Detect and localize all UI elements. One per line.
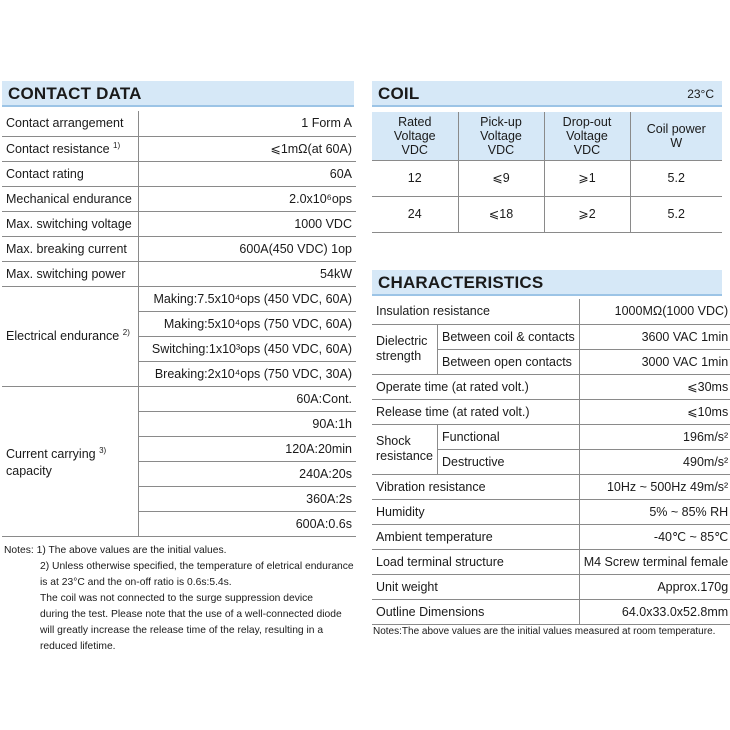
row-value: 54kW — [320, 266, 352, 281]
note-line: is at 23°C and the on-off ratio is 0.6s:5.4s. — [40, 577, 232, 588]
row-value: 120A:20min — [285, 441, 352, 456]
contact-data-table — [2, 111, 356, 537]
cell: 5.2 — [667, 171, 685, 185]
row-label: Unit weight — [372, 574, 579, 599]
coil-temperature: 23°C — [687, 87, 714, 101]
table-row — [372, 160, 722, 196]
shock-resistance-label: Shock resistance — [372, 424, 437, 474]
cell: 12 — [372, 160, 458, 196]
row-label: Release time (at rated volt.) — [372, 399, 579, 424]
row-value: 64.0x33.0x52.8mm — [621, 604, 729, 619]
characteristics-table — [372, 299, 730, 625]
row-label: Operate time (at rated volt.) — [372, 374, 579, 399]
table-row — [2, 211, 356, 236]
note-line: 2) Unless otherwise specified, the temperature of eletrical endurance — [40, 561, 354, 572]
row-value: 1000MΩ(1000 VDC) — [614, 304, 729, 319]
row-value: Making:5x10⁴ops (750 VDC, 60A) — [163, 316, 352, 331]
row-value: 90A:1h — [312, 416, 352, 431]
table-row — [372, 424, 730, 449]
row-label: Ambient temperature — [372, 524, 579, 549]
row-value: ⩽1mΩ(at 60A) — [270, 142, 352, 156]
coil-header-row — [372, 112, 722, 160]
row-value: 1 Form A — [301, 116, 352, 131]
cell: 5.2 — [667, 207, 685, 221]
coil-title: COIL — [378, 84, 420, 103]
row-label: Humidity — [372, 499, 579, 524]
column-header: Pick-up Voltage VDC — [458, 112, 544, 160]
current-carrying-label: Current carrying $^{3)}$ capacity — [2, 386, 138, 536]
table-row — [372, 499, 730, 524]
table-row — [372, 399, 730, 424]
row-value: ⩽30ms — [687, 380, 729, 394]
characteristics-title: CHARACTERISTICS — [378, 273, 544, 292]
column-header: Rated Voltage VDC — [372, 112, 458, 160]
table-row — [372, 549, 730, 574]
note-line: reduced lifetime. — [40, 641, 116, 652]
contact-data-title: CONTACT DATA — [8, 84, 142, 103]
row-label: Contact rating — [2, 161, 138, 186]
table-row — [2, 286, 356, 311]
cell: ⩽9 — [458, 160, 544, 196]
row-value: 2.0x10⁶ops — [289, 191, 352, 206]
row-label: Mechanical endurance — [2, 186, 138, 211]
note-line: Notes: 1) The above values are the initial values. — [4, 545, 227, 556]
dielectric-strength-label: Dielectric strength — [372, 324, 437, 374]
table-row — [372, 299, 730, 324]
row-value: 10Hz ~ 500Hz 49m/s² — [606, 479, 729, 494]
contact-data-header — [2, 81, 354, 107]
note-line: during the test. Please note that the use of a well-connected diode — [40, 609, 342, 620]
coil-header — [372, 81, 722, 107]
electrical-endurance-label: Electrical endurance $^{2)}$ — [2, 286, 138, 386]
table-row — [372, 574, 730, 599]
cell: ⩾1 — [544, 160, 630, 196]
row-label: Load terminal structure — [372, 549, 579, 574]
table-row — [2, 111, 356, 136]
contact-notes — [4, 543, 356, 655]
row-value: 600A:0.6s — [295, 516, 352, 531]
row-value: 60A — [329, 166, 352, 181]
row-value: 5% ~ 85% RH — [649, 504, 729, 519]
row-label: Max. breaking current — [2, 236, 138, 261]
row-value: 600A(450 VDC) 1op — [239, 241, 352, 256]
row-value: -40℃ ~ 85℃ — [653, 530, 729, 544]
row-label: Contact arrangement — [2, 111, 138, 136]
cell: ⩽18 — [458, 196, 544, 232]
column-header: Drop-out Voltage VDC — [544, 112, 630, 160]
row-label: Insulation resistance — [372, 299, 579, 324]
table-row — [2, 161, 356, 186]
row-value: 490m/s² — [683, 454, 729, 469]
row-value: Approx.170g — [657, 579, 729, 594]
table-row — [372, 474, 730, 499]
coil-table — [372, 112, 722, 233]
column-header: Coil power W — [646, 121, 706, 150]
row-value: 3000 VAC 1min — [641, 354, 729, 369]
row-value: 3600 VAC 1min — [641, 329, 729, 344]
row-value: 196m/s² — [683, 429, 729, 444]
characteristics-header — [372, 270, 722, 296]
row-label: Contact resistance $^{1)}$ — [2, 136, 138, 161]
row-label: Outline Dimensions — [372, 599, 579, 624]
table-row — [2, 136, 356, 161]
cell: ⩾2 — [544, 196, 630, 232]
row-label: Vibration resistance — [372, 474, 579, 499]
note-line: The coil was not connected to the surge suppression device — [40, 593, 314, 604]
row-value: Breaking:2x10⁴ops (750 VDC, 30A) — [154, 366, 352, 381]
note-line: will greatly increase the release time of the relay, resulting in a — [40, 625, 324, 636]
table-row — [372, 599, 730, 624]
row-value: Making:7.5x10⁴ops (450 VDC, 60A) — [153, 291, 352, 306]
table-row — [372, 324, 730, 349]
row-label: Max. switching power — [2, 261, 138, 286]
table-row — [372, 524, 730, 549]
row-label: Destructive — [437, 449, 579, 474]
row-value: 360A:2s — [306, 491, 352, 506]
row-label: Functional — [437, 424, 579, 449]
table-row — [372, 196, 722, 232]
cell: 24 — [372, 196, 458, 232]
row-value: Switching:1x10³ops (450 VDC, 60A) — [151, 341, 352, 356]
row-label: Max. switching voltage — [2, 211, 138, 236]
row-label: Between open contacts — [437, 349, 579, 374]
table-row — [2, 236, 356, 261]
row-value: M4 Screw terminal female — [583, 554, 729, 569]
characteristics-note: Notes:The above values are the initial values measured at room temperature. — [373, 626, 716, 637]
table-row — [2, 186, 356, 211]
table-row — [2, 261, 356, 286]
row-value: 1000 VDC — [294, 216, 352, 231]
row-label: Between coil & contacts — [437, 324, 579, 349]
table-row — [372, 374, 730, 399]
row-value: ⩽10ms — [687, 405, 729, 419]
row-value: 60A:Cont. — [296, 391, 352, 406]
table-row — [2, 386, 356, 411]
row-value: 240A:20s — [299, 466, 352, 481]
